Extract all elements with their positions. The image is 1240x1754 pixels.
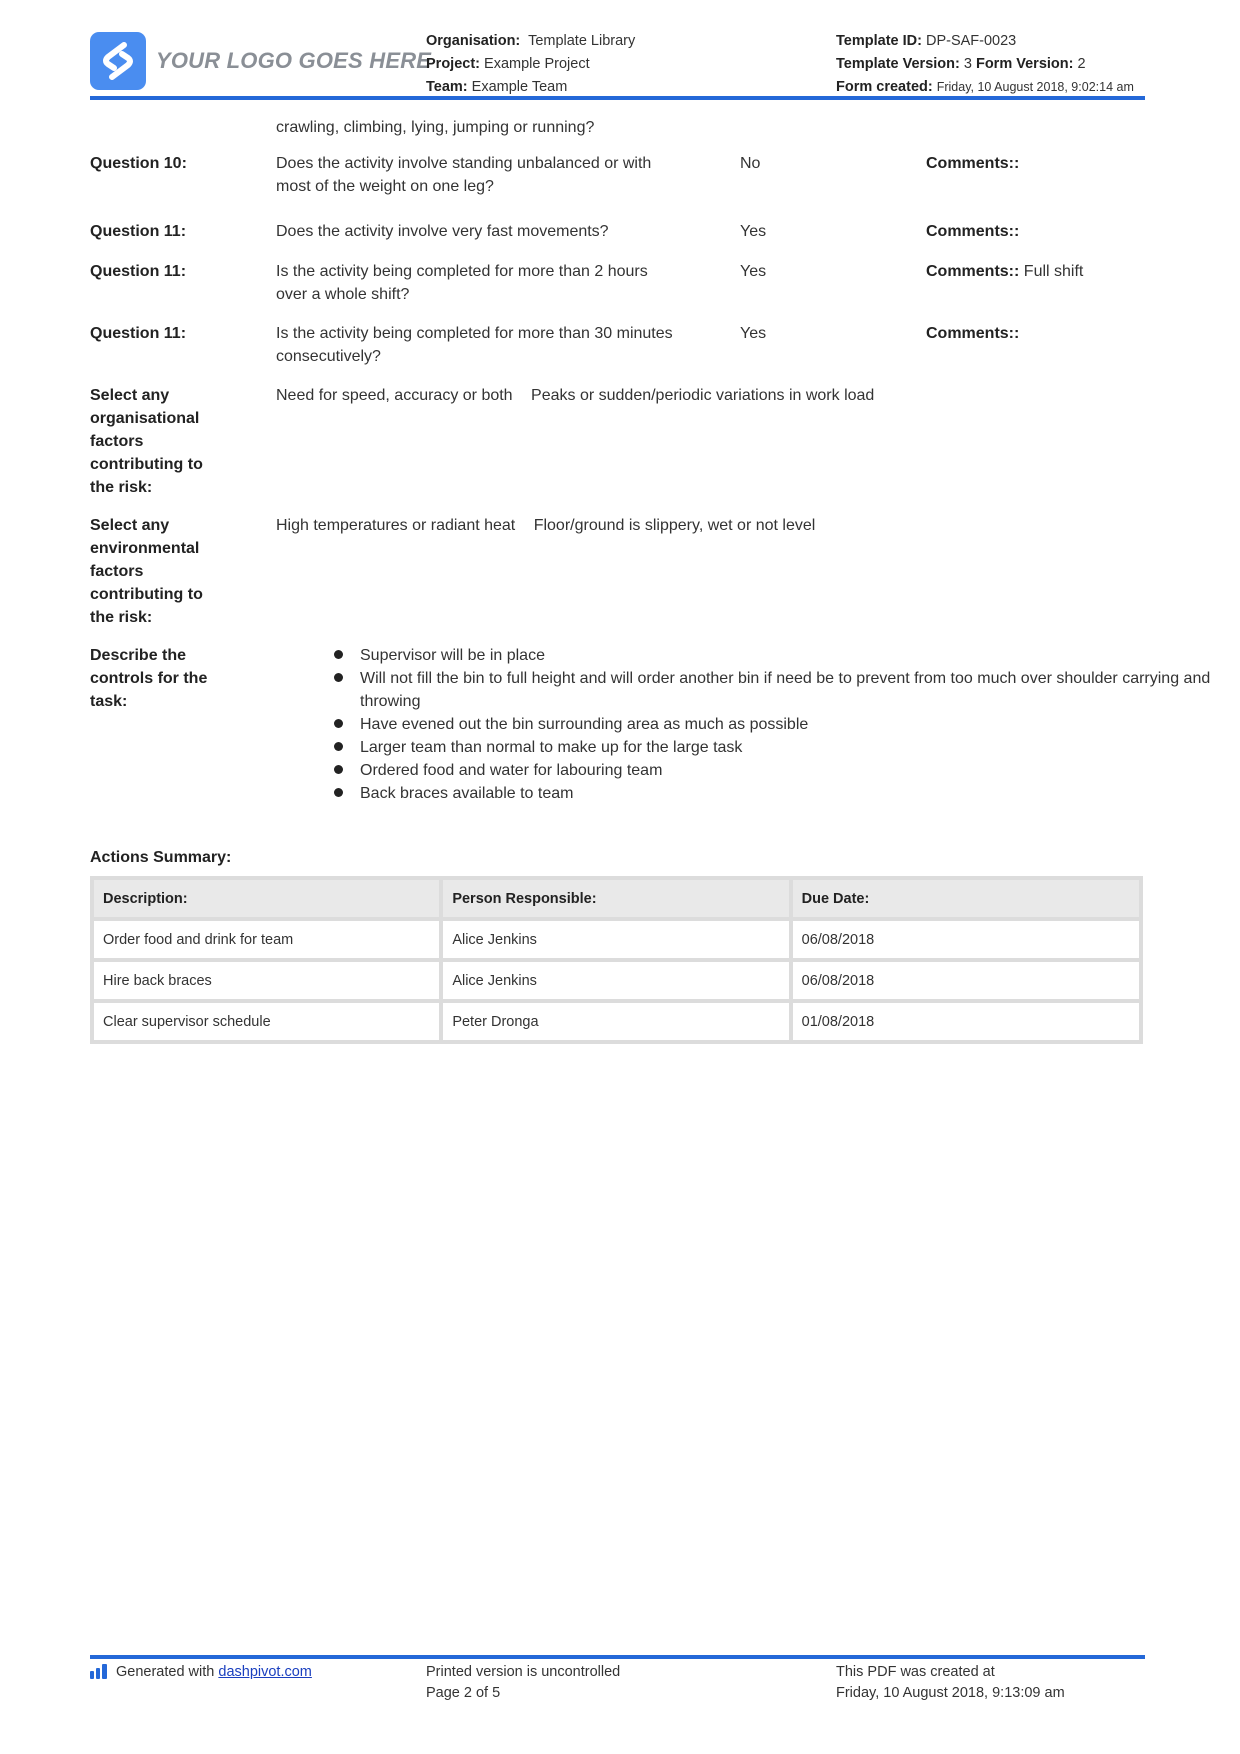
table-cell: Alice Jenkins [441, 919, 790, 960]
controls-list [334, 644, 1234, 805]
factor-item: Peaks or sudden/periodic variations in work load [531, 387, 875, 404]
footer-printed [426, 1662, 620, 1704]
table-cell: Peter Dronga [441, 1001, 790, 1042]
header-divider [90, 96, 1145, 100]
column-header-due-date: Due Date: [791, 878, 1141, 919]
question-comments [926, 322, 1019, 345]
template-version-value: 3 [963, 56, 972, 72]
actions-summary-title: Actions Summary: [90, 849, 232, 866]
comments-label: Comments:: [926, 263, 1020, 280]
environmental-factors-values [276, 514, 829, 537]
logo [90, 32, 431, 90]
question-label: Question 11: [90, 263, 187, 280]
environmental-factors-label: Select any environmental factors contributing to the risk: [90, 517, 203, 626]
table-cell: Clear supervisor schedule [92, 1001, 441, 1042]
question-comments [926, 152, 1019, 175]
actions-table [90, 876, 1143, 1044]
list-item: Ordered food and water for labouring team [334, 759, 1234, 782]
column-header-person: Person Responsible: [441, 878, 790, 919]
question-answer: Yes [740, 325, 767, 342]
organisation-value: Template Library [528, 33, 636, 49]
column-header-description: Description: [92, 878, 441, 919]
dashpivot-link[interactable]: dashpivot.com [218, 1664, 312, 1680]
form-version-label: Form Version: [975, 56, 1074, 72]
footer-generated [90, 1662, 312, 1686]
continuation-text: crawling, climbing, lying, jumping or running? [276, 119, 595, 136]
template-id-label: Template ID: [836, 33, 922, 49]
question-comments [926, 260, 1083, 283]
project-label: Project: [426, 56, 480, 72]
template-id-value: DP-SAF-0023 [925, 33, 1017, 49]
header-meta-left [426, 30, 635, 99]
organisation-label: Organisation: [426, 33, 521, 49]
question-text: Does the activity involve standing unbalanced or with most of the weight on one leg? [276, 155, 652, 195]
logo-text: YOUR LOGO GOES HERE [156, 48, 432, 73]
question-comments [926, 220, 1019, 243]
question-label: Question 11: [90, 325, 187, 342]
template-version-label: Template Version: [836, 56, 960, 72]
question-text: Is the activity being completed for more than 2 hours over a whole shift? [276, 263, 648, 303]
question-label: Question 11: [90, 223, 187, 240]
organisational-factors-label: Select any organisational factors contributing to the risk: [90, 387, 203, 496]
form-created-value: Friday, 10 August 2018, 9:02:14 am [936, 80, 1134, 94]
logo-icon [90, 32, 146, 90]
table-cell: 01/08/2018 [791, 1001, 1141, 1042]
factor-item: High temperatures or radiant heat [276, 517, 516, 534]
table-row [92, 919, 1141, 960]
list-item: Will not fill the bin to full height and will order another bin if need be to prevent from too much over shoulder carrying and throwing [334, 667, 1234, 713]
team-value: Example Team [471, 79, 568, 95]
generated-text: Generated with [116, 1664, 215, 1680]
page-header [90, 30, 1145, 96]
team-label: Team: [426, 79, 468, 95]
question-text: Is the activity being completed for more than 30 minutes consecutively? [276, 325, 673, 365]
dashpivot-icon [90, 1663, 110, 1686]
list-item: Larger team than normal to make up for the large task [334, 736, 1234, 759]
footer-divider [90, 1655, 1145, 1659]
question-answer: Yes [740, 263, 767, 280]
form-created-label: Form created: [836, 79, 933, 95]
controls-label: Describe the controls for the task: [90, 647, 208, 710]
question-label: Question 10: [90, 155, 187, 172]
created-timestamp: Friday, 10 August 2018, 9:13:09 am [836, 1685, 1065, 1701]
list-item: Have evened out the bin surrounding area as much as possible [334, 713, 1234, 736]
created-label: This PDF was created at [836, 1664, 995, 1680]
comments-label: Comments:: [926, 223, 1020, 240]
list-item: Back braces available to team [334, 782, 1234, 805]
table-cell: Alice Jenkins [441, 960, 790, 1001]
page-number: Page 2 of 5 [426, 1685, 501, 1701]
organisational-factors-values [276, 384, 888, 407]
table-row [92, 960, 1141, 1001]
table-cell: 06/08/2018 [791, 960, 1141, 1001]
question-answer: Yes [740, 223, 767, 240]
table-cell: Hire back braces [92, 960, 441, 1001]
factor-item: Floor/ground is slippery, wet or not level [533, 517, 816, 534]
question-answer: No [740, 155, 761, 172]
list-item: Supervisor will be in place [334, 644, 1234, 667]
table-cell: Order food and drink for team [92, 919, 441, 960]
table-cell: 06/08/2018 [791, 919, 1141, 960]
factor-item: Need for speed, accuracy or both [276, 387, 513, 404]
project-value: Example Project [484, 56, 590, 72]
comments-value: Full shift [1023, 263, 1084, 280]
question-text: Does the activity involve very fast movements? [276, 223, 609, 240]
footer-created [836, 1662, 1065, 1704]
table-header-row [92, 878, 1141, 919]
table-row [92, 1001, 1141, 1042]
header-meta-right [836, 30, 1134, 99]
printed-note: Printed version is uncontrolled [426, 1664, 621, 1680]
comments-label: Comments:: [926, 155, 1020, 172]
comments-label: Comments:: [926, 325, 1020, 342]
form-version-value: 2 [1077, 56, 1086, 72]
